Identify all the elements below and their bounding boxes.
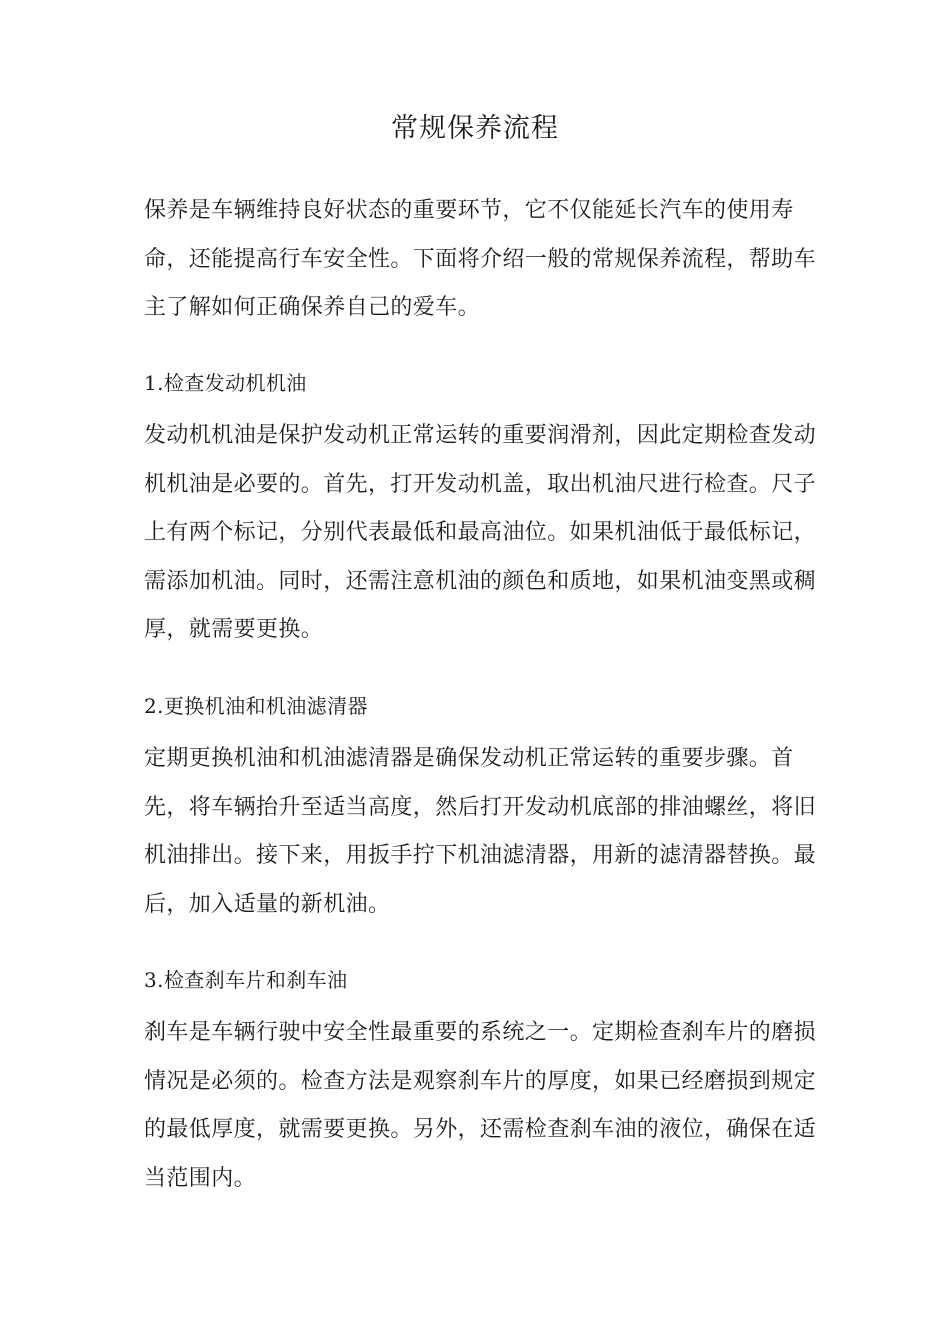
section-text-3: 刹车是车辆行驶中安全性最重要的系统之一。定期检查刹车片的磨损情况是必须的。检查方法是观察刹车片的厚度，如果已经磨损到规定的最低厚度，就需要更换。另外，还需检查刹车油的液位，确保在适当范围内。 (144, 1020, 817, 1191)
intro-paragraph: 保养是车辆维持良好状态的重要环节，它不仅能延长汽车的使用寿命，还能提高行车安全性。下面将介绍一般的常规保养流程，帮助车主了解如何正确保养自己的爱车。 (144, 198, 817, 320)
document-title: 常规保养流程 (391, 113, 559, 144)
section-heading-1: 1.检查发动机机油 (144, 371, 307, 395)
section-heading-2: 2.更换机油和机油滤清器 (144, 694, 368, 718)
section-text-1: 发动机机油是保护发动机正常运转的重要润滑剂，因此定期检查发动机机油是必要的。首先，打开发动机盖，取出机油尺进行检查。尺子上有两个标记，分别代表最低和最高油位。如果机油低于最低标记，需添加机油。同时，还需注意机油的颜色和质地，如果机油变黑或稠厚，就需要更换。 (144, 423, 817, 642)
section-heading-3: 3.检查刹车片和刹车油 (144, 968, 348, 992)
section-text-2: 定期更换机油和机油滤清器是确保发动机正常运转的重要步骤。首先，将车辆抬升至适当高度，然后打开发动机底部的排油螺丝，将旧机油排出。接下来，用扳手拧下机油滤清器，用新的滤清器替换。最后，加入适量的新机油。 (144, 746, 817, 917)
